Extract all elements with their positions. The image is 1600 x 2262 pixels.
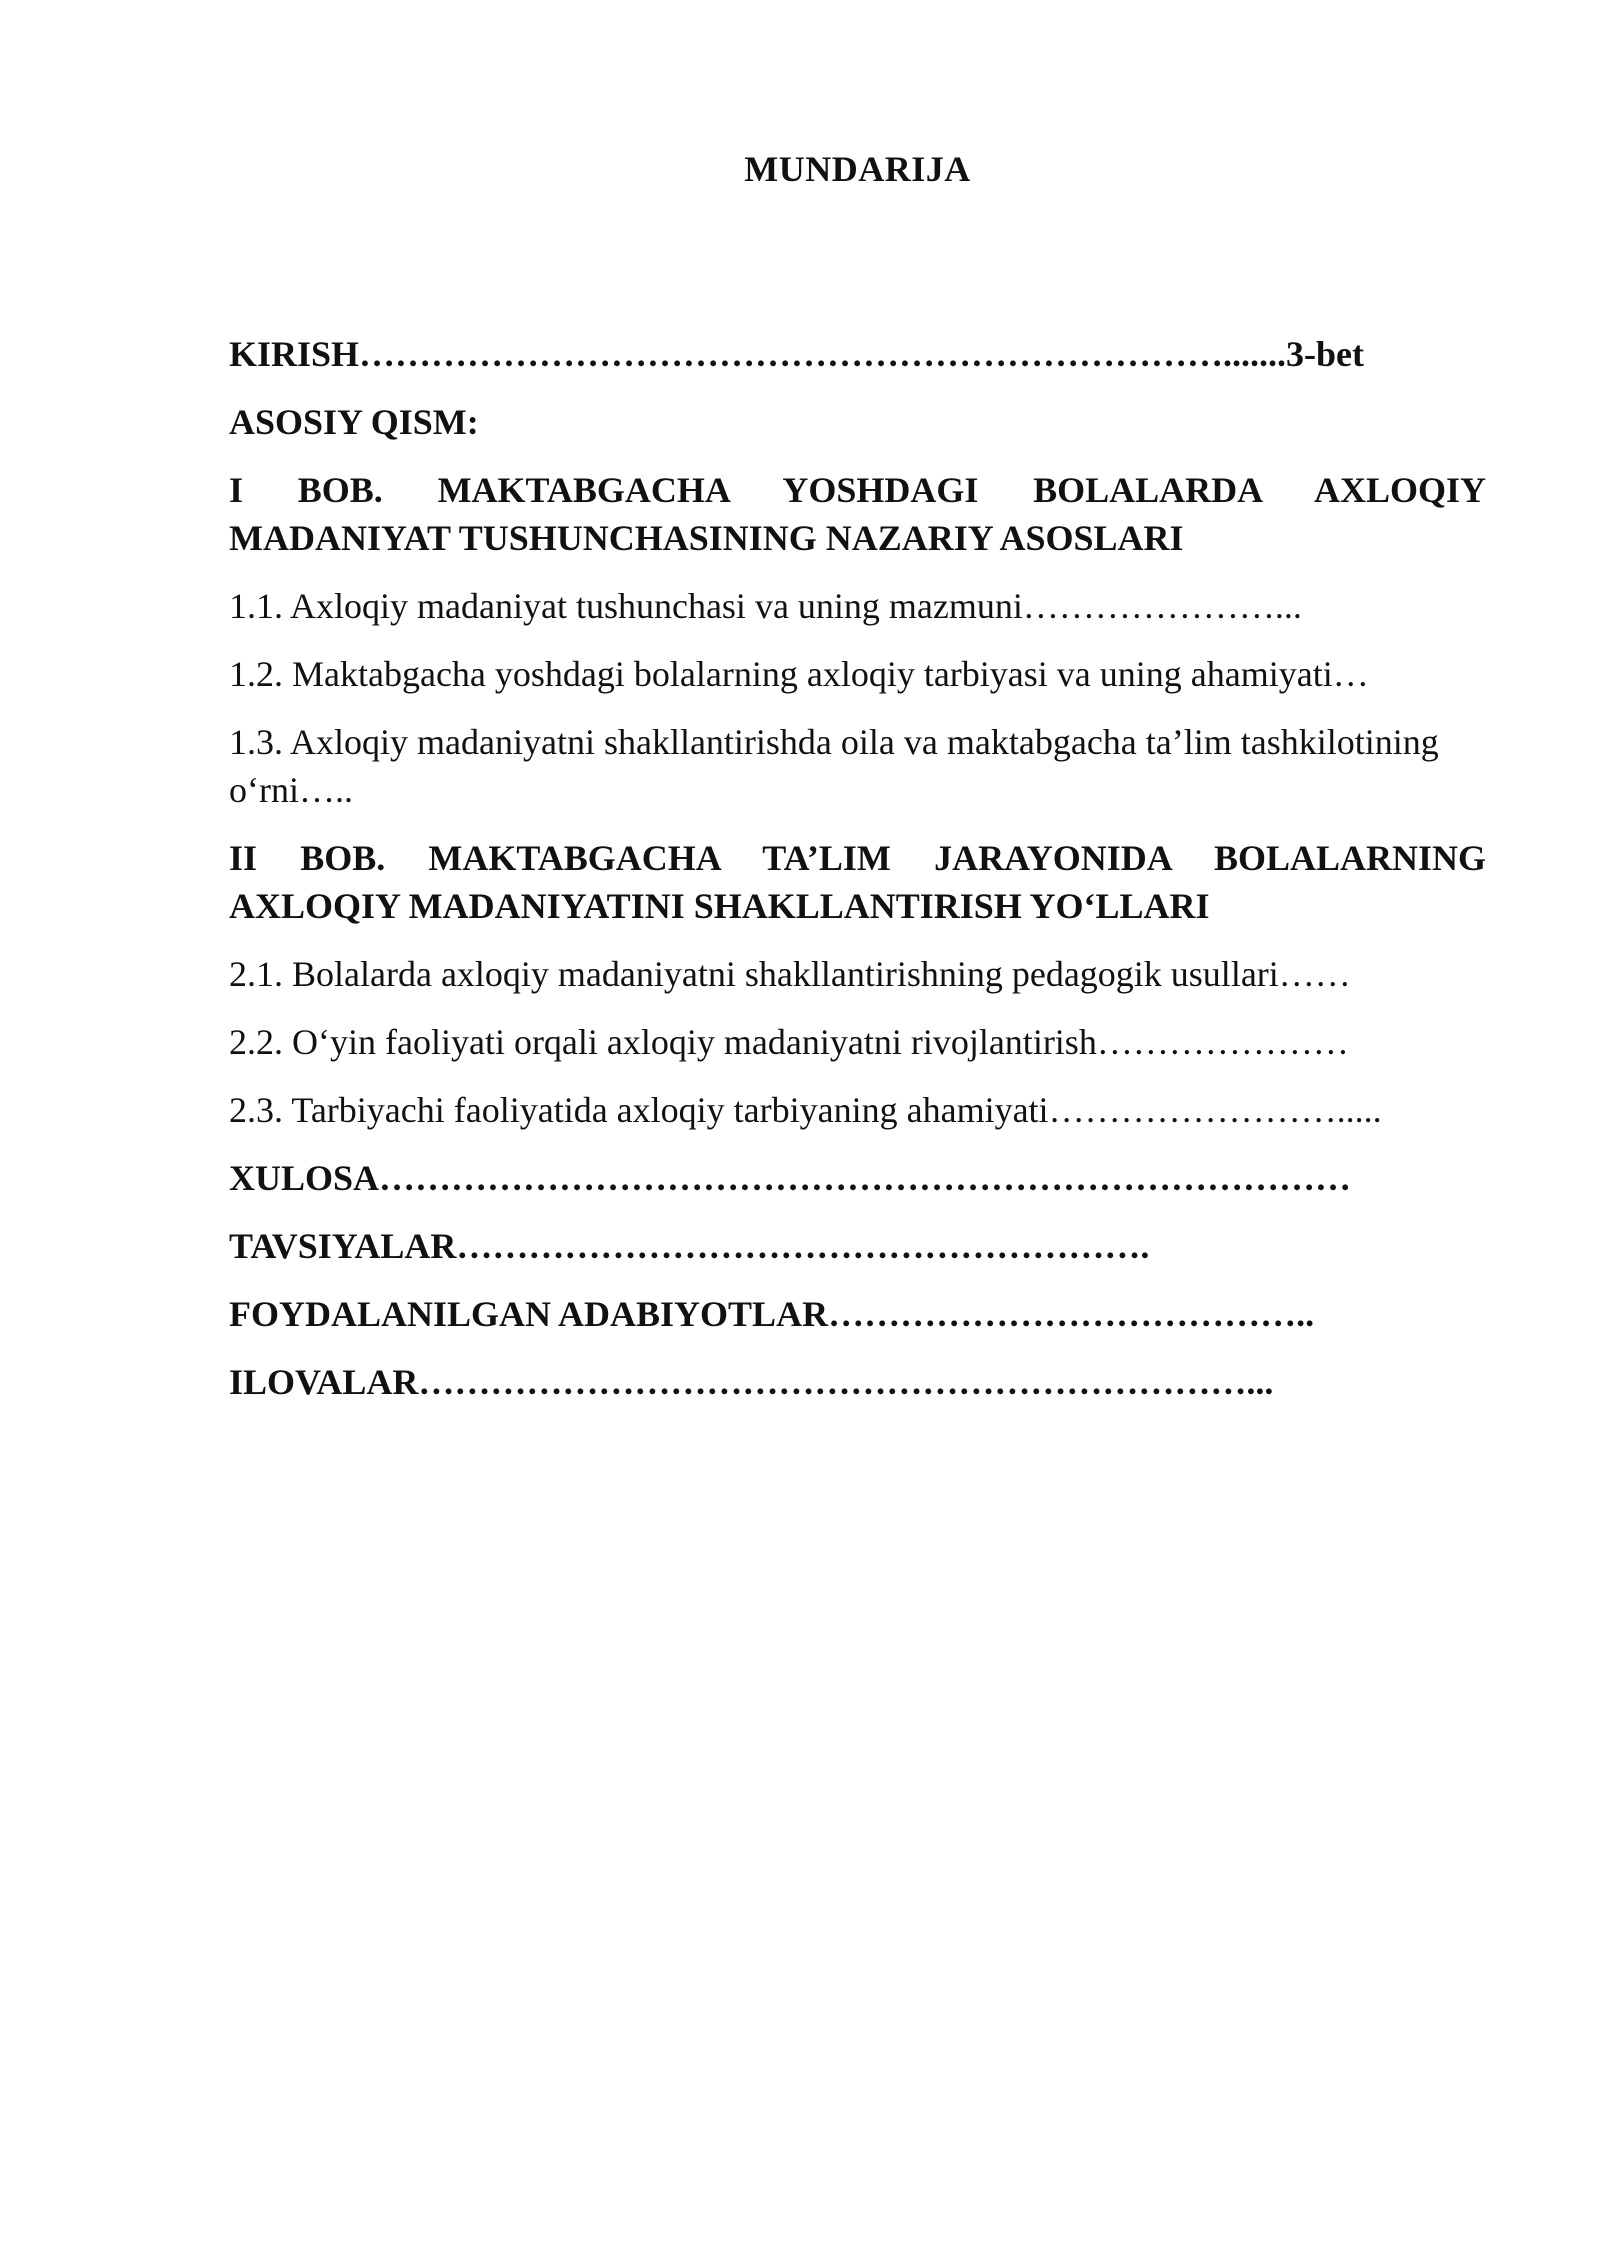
toc-section-1-2: 1.2. Maktabgacha yoshdagi bolalarning axloqiy tarbiyasi va uning ahamiyati… — [229, 654, 1369, 694]
toc-entry-tavsiyalar: TAVSIYALAR…………………………………………………. — [229, 1226, 1150, 1266]
toc-chapter-2-line-1: II BOB. MAKTABGACHA TA’LIM JARAYONIDA BOLALARNING — [229, 838, 1486, 878]
toc-chapter-2-line-2: AXLOQIY MADANIYATINI SHAKLLANTIRISH YO‘LLARI — [229, 886, 1210, 926]
toc-entry-adabiyotlar: FOYDALANILGAN ADABIYOTLAR………………………………….. — [229, 1294, 1315, 1334]
toc-section-1-1: 1.1. Axloqiy madaniyat tushunchasi va uning mazmuni…………………... — [229, 586, 1302, 626]
toc-section-2-1: 2.1. Bolalarda axloqiy madaniyatni shakllantirishning pedagogik usullari…… — [229, 954, 1351, 994]
page-title: MUNDARIJA — [744, 149, 971, 189]
toc-entry-xulosa: XULOSA……………………………………………………………………… — [229, 1158, 1352, 1198]
toc-entry-asosiy-qism: ASOSIY QISM: — [229, 402, 479, 442]
toc-section-1-3: 1.3. Axloqiy madaniyatni shakllantirishda oila va maktabgacha ta’lim tashkilotining o‘rni….. — [229, 722, 1439, 810]
table-of-contents — [229, 330, 1486, 1426]
toc-entry-kirish: KIRISH……………………………………………………………….......3-bet — [229, 334, 1365, 374]
toc-chapter-1-line-2: MADANIYAT TUSHUNCHASINING NAZARIY ASOSLARI — [229, 518, 1184, 558]
toc-chapter-1 — [229, 466, 1486, 562]
toc-section-2-3: 2.3. Tarbiyachi faoliyatida axloqiy tarbiyaning ahamiyati……………………..... — [229, 1090, 1382, 1130]
toc-chapter-1-line-1: I BOB. MAKTABGACHA YOSHDAGI BOLALARDA AXLOQIY — [229, 470, 1486, 510]
toc-entry-ilovalar: ILOVALAR……………………………………………………………... — [229, 1362, 1274, 1402]
toc-section-2-2: 2.2. O‘yin faoliyati orqali axloqiy madaniyatni rivojlantirish………………… — [229, 1022, 1349, 1062]
toc-chapter-2 — [229, 834, 1486, 930]
